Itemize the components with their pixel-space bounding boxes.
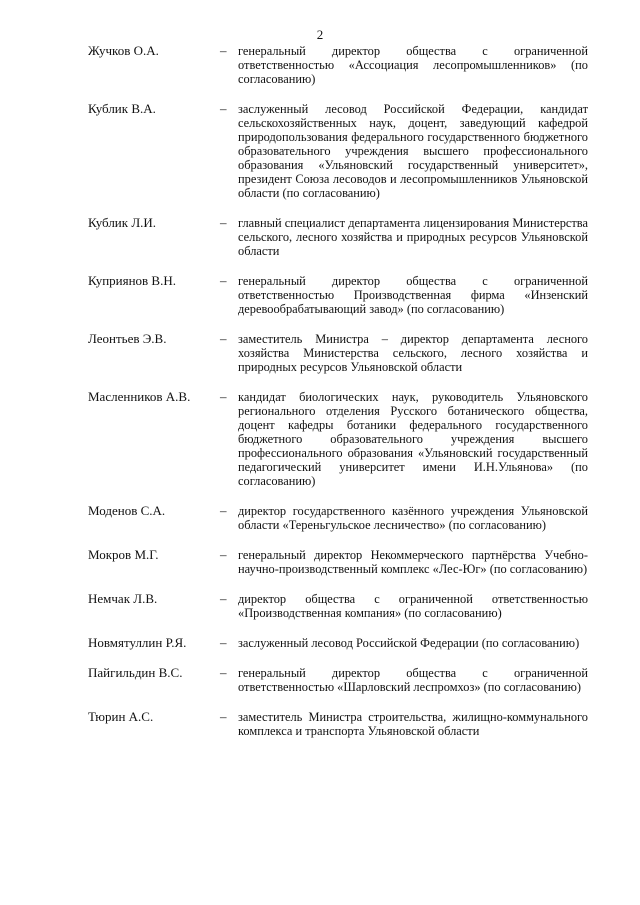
member-name: Пайгильдин В.С. [88, 665, 183, 680]
member-row [88, 274, 588, 316]
member-name: Леонтьев Э.В. [88, 331, 167, 346]
member-dash: – [220, 389, 227, 404]
member-name: Новмятуллин Р.Я. [88, 635, 187, 650]
member-dash: – [220, 709, 227, 724]
member-dash: – [220, 273, 227, 288]
member-description: заслуженный лесовод Российской Федерации, кандидат сельскохозяйственных наук, доцент, заведующий кафедрой природопользования федерального государственного бюджетного образовательного учреждения высшего профессионального образования «Ульяновский государственный университет», президент Союза лесоводов и лесопромышленников Ульяновской области (по согласованию) [238, 102, 588, 200]
member-dash: – [220, 665, 227, 680]
member-name: Кублик Л.И. [88, 215, 157, 230]
member-description: заместитель Министра – директор департамента лесного хозяйства Министерства сельского, лесного хозяйства и природных ресурсов Ульяновской области [238, 332, 588, 374]
member-list [88, 44, 588, 754]
member-dash: – [220, 503, 227, 518]
member-name: Моденов С.А. [88, 503, 166, 518]
member-row [88, 102, 588, 200]
member-name: Масленников А.В. [88, 389, 191, 404]
member-row [88, 216, 588, 258]
page-number: 2 [316, 27, 324, 42]
member-row [88, 548, 588, 576]
member-dash: – [220, 547, 227, 562]
member-description: генеральный директор общества с ограниченной ответственностью «Шарловский леспромхоз» (по согласованию) [238, 666, 588, 694]
member-description: директор общества с ограниченной ответственностью «Производственная компания» (по согласованию) [238, 592, 588, 620]
member-row [88, 504, 588, 532]
member-description: генеральный директор общества с ограниченной ответственностью «Ассоциация лесопромышленников» (по согласованию) [238, 44, 588, 86]
member-name: Куприянов В.Н. [88, 273, 176, 288]
member-dash: – [220, 635, 227, 650]
member-dash: – [220, 101, 227, 116]
member-name: Кублик В.А. [88, 101, 156, 116]
member-row [88, 44, 588, 86]
member-name: Мокров М.Г. [88, 547, 159, 562]
member-description: главный специалист департамента лицензирования Министерства сельского, лесного хозяйства и природных ресурсов Ульяновской области [238, 216, 588, 258]
member-dash: – [220, 215, 227, 230]
member-row [88, 390, 588, 488]
member-description: заместитель Министра строительства, жилищно-коммунального комплекса и транспорта Ульяновской области [238, 710, 588, 738]
member-description: генеральный директор общества с ограниченной ответственностью Производственная фирма «Инзенский деревообрабатывающий завод» (по согласованию) [238, 274, 588, 316]
member-row [88, 710, 588, 738]
member-description: заслуженный лесовод Российской Федерации (по согласованию) [238, 636, 580, 650]
member-dash: – [220, 331, 227, 346]
member-row [88, 592, 588, 620]
member-description: генеральный директор Некоммерческого партнёрства Учебно-научно-производственный комплекс «Лес-Юг» (по согласованию) [238, 548, 588, 576]
member-row [88, 666, 588, 694]
member-dash: – [220, 591, 227, 606]
member-dash: – [220, 43, 227, 58]
member-description: кандидат биологических наук, руководитель Ульяновского регионального отделения Русского ботанического общества, доцент кафедры ботаники федерального государственного бюджетного образовательного учреждения высшего профессионального образования «Ульяновский государственный педагогический университет имени И.Н.Ульянова» (по согласованию) [238, 390, 588, 488]
member-name: Жучков О.А. [88, 43, 159, 58]
member-name: Тюрин А.С. [88, 709, 154, 724]
member-row [88, 332, 588, 374]
member-description: директор государственного казённого учреждения Ульяновской области «Тереньгульское лесничество» (по согласованию) [238, 504, 588, 532]
member-name: Немчак Л.В. [88, 591, 158, 606]
member-row [88, 636, 588, 650]
